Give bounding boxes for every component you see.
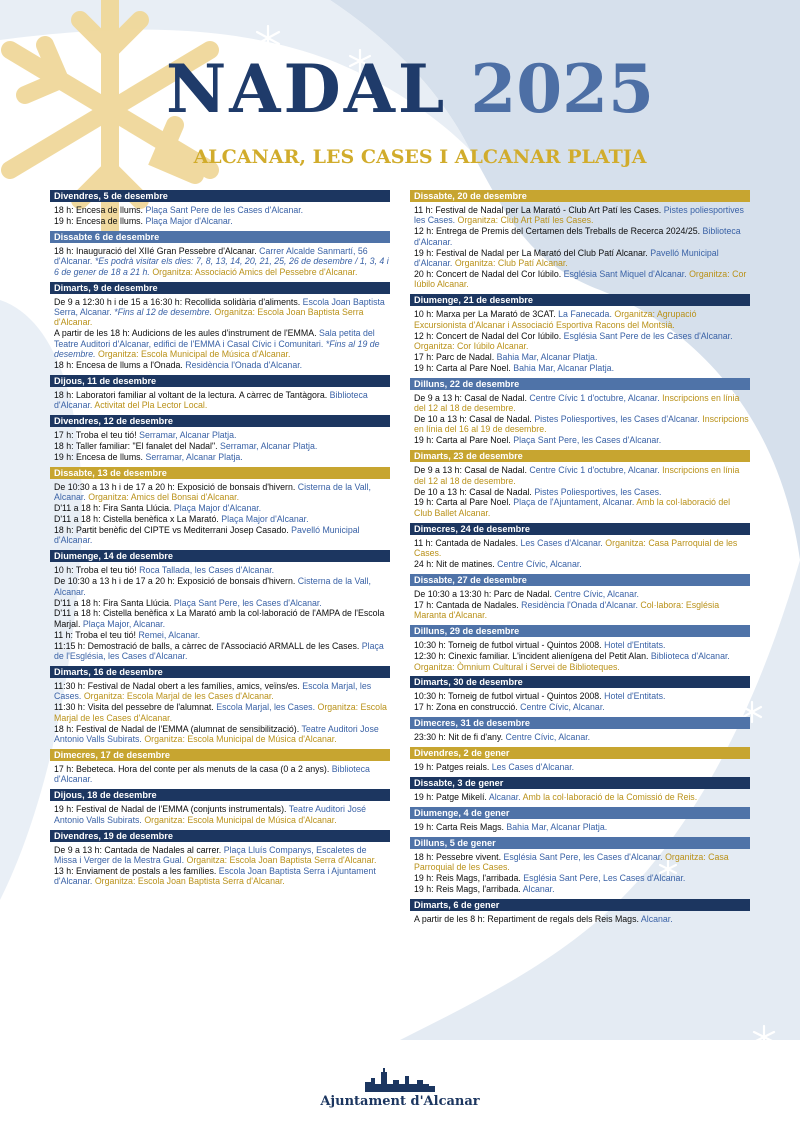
logo-text: Ajuntament d'Alcanar (320, 1094, 480, 1109)
day-block (50, 666, 390, 746)
day-block (50, 749, 390, 786)
event-item (54, 525, 390, 546)
event-time-title: 18 h: Inauguració del XIIé Gran Pessebre d'Alcanar. (54, 245, 257, 256)
day-header: Divendres, 5 de desembre (50, 190, 390, 202)
event-item (414, 792, 750, 802)
event-venue: Plaça Major d'Alcanar. (173, 503, 262, 514)
event-time-title: 19 h: Reis Mags, l'arribada. (414, 873, 521, 884)
event-item (54, 328, 390, 359)
event-list (410, 789, 750, 804)
day-block (410, 717, 750, 744)
day-block (410, 294, 750, 374)
event-time-title: D'11 a 18 h: Fira Santa Llúcia. (54, 597, 172, 608)
event-venue: Teatre Auditori Jose Antonio Valls Subirats. (54, 723, 379, 745)
subtitle: ALCANAR, LES CASES I ALCANAR PLATJA (193, 146, 647, 168)
event-venue: Hotel d'Entitats. (604, 640, 666, 651)
event-time-title: 10 h: Marxa per La Marató de 3CAT. (414, 309, 556, 320)
event-time-title: 17 h: Bebeteca. Hora del conte per als menuts de la casa (0 a 2 anys). (54, 763, 330, 774)
event-venue: Alcanar. (640, 913, 673, 924)
day-block (50, 789, 390, 826)
event-item (414, 914, 750, 924)
event-venue: Carrer Alcalde Sanmartí, 56 d'Alcanar. (54, 245, 368, 267)
event-time-title: A partir de les 8 h: Repartiment de regals dels Reis Mags. (414, 913, 639, 924)
event-item (414, 497, 750, 518)
footer-logo (320, 1068, 480, 1109)
event-item (54, 452, 390, 462)
event-venue: Serramar, Alcanar Platja. (145, 452, 243, 462)
day-block (50, 231, 390, 279)
event-time-title: 19 h: Encesa de llums. (54, 452, 143, 462)
day-block (50, 282, 390, 372)
event-venue: Biblioteca d'Alcanar. (54, 763, 370, 785)
event-venue: Cisterna de la Vall, Alcanar. (54, 576, 371, 597)
page-title (150, 52, 670, 126)
event-list (410, 819, 750, 834)
day-block (410, 899, 750, 926)
event-item (54, 503, 390, 513)
event-item (54, 681, 390, 702)
event-item (54, 482, 390, 503)
event-item (54, 246, 390, 277)
day-header: Dijous, 11 de desembre (50, 375, 390, 387)
event-venue: Teatre Auditori José Antonio Valls Subirats. (54, 804, 367, 825)
event-venue: Pistes Poliesportives, les Cases. (534, 486, 662, 497)
event-venue: Serramar, Alcanar Platja. (220, 441, 318, 452)
event-venue: Plaça Sant Pere, les Cases d'Alcanar. (513, 435, 662, 446)
day-header: Dimarts, 9 de desembre (50, 282, 390, 294)
event-organizer: Col·labora: Església Maranta d'Alcanar. (414, 599, 720, 621)
event-venue: Plaça Major d'Alcanar. (145, 215, 233, 226)
event-venue: Església Sant Miquel d'Alcanar. (563, 268, 687, 279)
event-venue: Plaça Sant Pere, les Cases d'Alcanar. (173, 597, 322, 608)
event-time-title: 18 h: Festival de Nadal de l'EMMA (alumnat de sensibilització). (54, 723, 300, 734)
event-note: *Fins al 19 de desembre. (54, 338, 380, 360)
day-block (50, 467, 390, 547)
day-header: Dimarts, 6 de gener (410, 899, 750, 911)
event-venue: Remei, Alcanar. (138, 629, 201, 640)
event-venue: Bahia Mar, Alcanar Platja. (496, 351, 598, 362)
day-block (410, 190, 750, 291)
day-header: Dissabte 6 de desembre (50, 231, 390, 243)
event-time-title: De 9 a 12:30 h i de 15 a 16:30 h: Recollida solidària d'aliments. (54, 296, 301, 307)
day-header: Divendres, 12 de desembre (50, 415, 390, 427)
event-venue: Roca Tallada, les Cases d'Alcanar. (139, 565, 275, 576)
event-item (414, 600, 750, 621)
event-organizer: Organitza: Cor Iúbilo Alcanar. (414, 340, 529, 351)
event-time-title: 10:30 h: Torneig de futbol virtual - Quintos 2008. (414, 691, 602, 702)
event-item (414, 732, 750, 742)
event-time-title: 17 h: Troba el teu tió! (54, 430, 137, 441)
event-item (414, 589, 750, 599)
day-header: Dimarts, 16 de desembre (50, 666, 390, 678)
event-item (54, 360, 390, 370)
event-venue: Plaça Major, Alcanar. (82, 618, 166, 629)
event-time-title: 24 h: Nit de matines. (414, 559, 495, 570)
event-time-title: 11 h: Festival de Nadal per La Marató - Club Art Patí les Cases. (414, 205, 662, 215)
day-header: Dimecres, 31 de desembre (410, 717, 750, 729)
event-note: *Fins al 12 de desembre. (114, 306, 212, 317)
event-time-title: D'11 a 18 h: Fira Santa Llúcia. (54, 503, 172, 514)
day-header: Dissabte, 3 de gener (410, 777, 750, 789)
event-time-title: De 10 a 13 h: Casal de Nadal. (414, 486, 532, 497)
event-time-title: 18 h: Laboratori familiar al voltant de la lectura. A càrrec de Tantàgora. (54, 389, 328, 400)
event-venue: Pistes Poliesportives, les Cases d'Alcanar. (534, 414, 700, 424)
event-time-title: 11:30 h: Visita del pessebre de l'alumnat. (54, 702, 214, 713)
event-time-title: 19 h: Carta al Pare Noel. (414, 362, 511, 373)
event-venue: Plaça de l'Ajuntament, Alcanar. (513, 497, 635, 508)
event-venue: Pistes poliesportives les Cases. (414, 205, 744, 226)
event-venue: Plaça de l'Església, les Cases d'Alcanar. (54, 640, 384, 662)
event-time-title: 11 h: Troba el teu tió! (54, 629, 136, 640)
event-venue: Centre Cívic, Alcanar. (505, 732, 591, 743)
event-list (410, 390, 750, 448)
day-block (410, 676, 750, 714)
event-item (54, 608, 390, 629)
event-time-title: 12 h: Entrega de Premis del Certamen dels Treballs de Recerca 2024/25. (414, 226, 701, 237)
event-note: *Es podrà visitar els dies: 7, 8, 13, 14, 20, 21, 25, 26 de desembre / 1, 3, 4 i 6 de gener de 18 a 21 h. (54, 256, 389, 277)
event-venue: Bahia Mar, Alcanar Platja. (506, 821, 608, 832)
event-item (414, 822, 750, 832)
event-venue: Plaça Major d'Alcanar. (221, 514, 309, 525)
event-venue: Escola Marjal, les Cases. (54, 681, 372, 702)
event-venue: Alcanar. (488, 792, 521, 803)
event-time-title: 19 h: Patges reials. (414, 762, 490, 773)
event-organizer: Inscripcions en línia del 16 al 19 de desembre. (414, 414, 749, 435)
event-list (50, 678, 390, 746)
day-block (410, 837, 750, 896)
event-list (50, 387, 390, 412)
day-header: Dissabte, 13 de desembre (50, 467, 390, 479)
event-venue: Serramar, Alcanar Platja. (139, 430, 237, 441)
event-item (414, 651, 750, 672)
event-item (414, 538, 750, 559)
event-item (414, 248, 750, 269)
event-item (54, 576, 390, 597)
event-organizer: Organitza: Casa Parroquial de les Cases. (414, 537, 738, 559)
day-block (410, 747, 750, 774)
event-venue: Cisterna de la Vall, Alcanar. (54, 481, 371, 503)
event-time-title: 10 h: Troba el teu tió! (54, 565, 137, 576)
event-time-title: De 10 a 13 h: Casal de Nadal. (414, 414, 532, 424)
event-item (414, 435, 750, 445)
event-time-title: 17 h: Parc de Nadal. (414, 351, 495, 362)
event-organizer: Organitza: Escola Joan Baptista Serra d'Alcanar. (54, 306, 364, 328)
event-time-title: 17 h: Cantada de Nadales. (414, 599, 519, 610)
event-time-title: De 9 a 13 h: Casal de Nadal. (414, 465, 527, 476)
event-item (54, 430, 390, 440)
day-block (50, 190, 390, 228)
event-time-title: 19 h: Patge Mikelí. (414, 792, 487, 803)
event-organizer: Amb la col·laboració del Club Ballet Alcanar. (414, 497, 731, 518)
event-item (54, 216, 390, 226)
event-organizer: Organitza: Escola Marjal de les Cases d'Alcanar. (83, 691, 274, 702)
event-organizer: Organitza: Club Patí Alcanar. (454, 258, 568, 269)
event-list (50, 761, 390, 786)
event-venue: Les Cases d'Alcanar. (520, 537, 603, 548)
event-item (54, 297, 390, 328)
event-list (50, 427, 390, 464)
day-block (410, 378, 750, 448)
event-venue: Plaça Lluís Companys, Escaletes de Missa i Verger de la Mestra Gual. (54, 844, 367, 865)
day-block (410, 777, 750, 804)
event-venue: Biblioteca d'Alcanar. (414, 226, 741, 247)
day-block (410, 523, 750, 571)
event-list (50, 243, 390, 279)
event-item (414, 873, 750, 883)
day-header: Diumenge, 14 de desembre (50, 550, 390, 562)
event-organizer: Organitza: Escola Joan Baptista Serra d'Alcanar. (94, 876, 285, 887)
day-block (50, 375, 390, 412)
day-block (410, 574, 750, 622)
event-venue: Escola Joan Baptista Serra, Alcanar. (54, 296, 385, 317)
event-list (410, 911, 750, 926)
event-item (54, 565, 390, 575)
event-item (414, 414, 750, 435)
event-organizer: Organitza: Associació Amics del Pessebre d'Alcanar. (152, 266, 358, 277)
day-header: Dimecres, 24 de desembre (410, 523, 750, 535)
event-venue: Biblioteca d'Alcanar. (650, 651, 730, 662)
day-block (50, 415, 390, 464)
event-item (54, 390, 390, 411)
event-item (54, 724, 390, 745)
event-organizer: Organitza: Escola Municipal de Música d'Alcanar. (144, 734, 337, 745)
event-list (410, 586, 750, 622)
event-item (414, 309, 750, 330)
event-time-title: 19 h: Reis Mags, l'arribada. (414, 884, 521, 895)
day-block (410, 625, 750, 673)
event-time-title: 20 h: Concert de Nadal del Cor Iúbilo. (414, 268, 562, 279)
event-organizer: Organitza: Escola Marjal de les Cases d'Alcanar. (54, 702, 387, 723)
event-organizer: Amb la col·laboració de la Comissió de Reis. (522, 792, 698, 803)
event-item (54, 514, 390, 524)
event-item (54, 630, 390, 640)
event-list (50, 801, 390, 826)
event-time-title: 19 h: Encesa de llums. (54, 215, 143, 226)
event-time-title: 17 h: Zona en construcció. (414, 702, 518, 713)
event-item (54, 845, 390, 866)
day-block (50, 550, 390, 663)
event-item (54, 866, 390, 887)
left-column (50, 190, 390, 891)
town-silhouette-icon (365, 1068, 435, 1092)
event-venue: Centre Cívic, Alcanar. (554, 588, 639, 599)
event-time-title: 18 h: Encesa de llums. (54, 205, 143, 215)
event-venue: Centre Cívic 1 d'octubre, Alcanar. (529, 392, 660, 403)
event-venue: Església Sant Pere de les Cases d'Alcanar. (563, 330, 733, 341)
event-time-title: De 10:30 a 13:30 h: Parc de Nadal. (414, 588, 552, 599)
event-organizer: Organitza: Cor Iúbilo Alcanar. (414, 268, 747, 290)
event-venue: Hotel d'Entitats. (604, 691, 666, 702)
event-list (50, 202, 390, 228)
event-organizer: Organitza: Escola Joan Baptista Serra d'Alcanar. (186, 854, 377, 865)
event-list (410, 759, 750, 774)
event-time-title: D'11 a 18 h: Cistella benèfica x La Marató. (54, 514, 219, 525)
event-item (414, 226, 750, 247)
event-time-title: De 9 a 13 h: Casal de Nadal. (414, 392, 527, 403)
event-item (414, 487, 750, 497)
day-block (410, 807, 750, 834)
event-time-title: De 10:30 a 13 h i de 17 a 20 h: Exposició de bonsais d'hivern. (54, 576, 296, 587)
event-time-title: 23:30 h: Nit de fi d'any. (414, 732, 504, 743)
event-list (410, 688, 750, 714)
day-block (50, 830, 390, 889)
event-item (54, 804, 390, 825)
event-venue: Les Cases d'Alcanar. (491, 762, 575, 773)
event-list (410, 462, 750, 520)
event-organizer: Organitza: Club Art Patí les Cases. (457, 215, 594, 226)
event-item (54, 441, 390, 451)
day-header: Dimarts, 23 de desembre (410, 450, 750, 462)
event-venue: Centre Cívic 1 d'octubre, Alcanar. (529, 465, 660, 476)
event-item (414, 465, 750, 486)
event-organizer: Organitza: Òmnium Cultural i Servei de Biblioteques. (414, 661, 620, 672)
event-time-title: 19 h: Carta Reis Mags. (414, 821, 504, 832)
event-item (414, 702, 750, 712)
day-header: Divendres, 19 de desembre (50, 830, 390, 842)
event-venue: Pavelló Municipal d'Alcanar. (54, 525, 360, 546)
event-item (414, 691, 750, 701)
day-header: Dissabte, 20 de desembre (410, 190, 750, 202)
event-venue: Escola Marjal, les Cases. (216, 702, 316, 713)
event-list (410, 729, 750, 744)
event-venue: Centre Cívic, Alcanar. (497, 559, 582, 570)
event-venue: Residència l'Onada d'Alcanar. (521, 599, 638, 610)
event-item (414, 331, 750, 352)
title-word-2: 2025 (470, 50, 655, 128)
event-time-title: 11:15 h: Demostració de balls, a càrrec de l'Associació ARMALL de les Cases. (54, 640, 360, 651)
event-venue: Escola Joan Baptista Serra i Ajuntament d'Alcanar. (54, 865, 376, 887)
day-header: Dissabte, 27 de desembre (410, 574, 750, 586)
day-header: Dijous, 18 de desembre (50, 789, 390, 801)
event-time-title: De 9 a 13 h: Cantada de Nadales al carrer. (54, 844, 222, 855)
day-header: Dilluns, 5 de gener (410, 837, 750, 849)
event-time-title: 18 h: Taller familiar: "El fanalet del Nadal". (54, 441, 218, 452)
right-column (410, 190, 750, 929)
event-item (414, 269, 750, 290)
day-header: Diumenge, 4 de gener (410, 807, 750, 819)
event-venue: Centre Cívic, Alcanar. (520, 702, 605, 713)
event-list (50, 562, 390, 663)
event-venue: Bahia Mar, Alcanar Platja. (513, 362, 615, 373)
event-organizer: Organitza: Escola Municipal de Música d'Alcanar. (144, 814, 337, 825)
event-item (54, 764, 390, 785)
event-item (414, 640, 750, 650)
event-item (414, 559, 750, 569)
event-time-title: 19 h: Carta al Pare Noel. (414, 497, 511, 508)
event-venue: Església Sant Pere, Les Cases d'Alcanar. (523, 873, 686, 884)
event-item (54, 598, 390, 608)
title-word-1: NADAL (165, 50, 448, 128)
event-item (414, 852, 750, 873)
event-organizer: Inscripcions en línia del 12 al 18 de desembre. (414, 465, 740, 486)
event-organizer: Organitza: Escola Municipal de Música d'Alcanar. (98, 349, 291, 360)
event-venue: Església Sant Pere, les Cases d'Alcanar. (503, 851, 663, 862)
event-time-title: 18 h: Encesa de llums a l'Onada. (54, 359, 183, 370)
event-list (50, 294, 390, 372)
day-header: Dilluns, 22 de desembre (410, 378, 750, 390)
event-time-title: A partir de les 18 h: Audicions de les aules d'instrument de l'EMMA. (54, 328, 317, 339)
event-item (414, 352, 750, 362)
event-time-title: De 10:30 a 13 h i de 17 a 20 h: Exposició de bonsais d'hivern. (54, 481, 296, 492)
event-item (414, 363, 750, 373)
event-time-title: 18 h: Partit benèfic del CIPTE vs Mediterrani Josep Casado. (54, 525, 289, 536)
day-header: Diumenge, 21 de desembre (410, 294, 750, 306)
event-venue: Residència l'Onada d'Alcanar. (185, 359, 303, 370)
event-venue: Sala petita del Teatre Auditori d'Alcanar, edifici de l'EMMA i Casal Cívic i Comunitari. (54, 328, 375, 349)
event-list (410, 637, 750, 673)
day-block (410, 450, 750, 520)
event-time-title: 19 h: Festival de Nadal de l'EMMA (conjunts instrumentals). (54, 804, 287, 815)
event-time-title: 13 h: Enviament de postals a les famílies. (54, 865, 217, 876)
event-organizer: Inscripcions en línia del 12 al 18 de desembre. (414, 392, 740, 414)
event-list (50, 842, 390, 889)
event-list (410, 202, 750, 291)
event-time-title: 18 h: Pessebre vivent. (414, 851, 502, 862)
event-organizer: Organitza: Casa Parroquial de les Cases. (414, 851, 729, 873)
event-venue: Plaça Sant Pere de les Cases d'Alcanar. (145, 205, 304, 215)
event-item (414, 884, 750, 894)
event-venue: La Fanecada. (558, 309, 612, 320)
day-header: Dimarts, 30 de desembre (410, 676, 750, 688)
event-item (414, 205, 750, 226)
day-header: Dimecres, 17 de desembre (50, 749, 390, 761)
event-organizer: Activitat del Pla Lector Local. (94, 400, 208, 411)
day-header: Divendres, 2 de gener (410, 747, 750, 759)
event-venue: Alcanar. (522, 884, 555, 895)
event-time-title: D'11 a 18 h: Cistella benèfica x La Marató amb la col·laboració de l'AMPA de l'Escola Marjal. (54, 608, 385, 629)
event-time-title: 19 h: Carta al Pare Noel. (414, 435, 511, 446)
event-time-title: 12 h: Concert de Nadal del Cor Iúbilo. (414, 330, 562, 341)
event-organizer: Organitza: Amics del Bonsai d'Alcanar. (88, 492, 240, 503)
event-item (54, 205, 390, 215)
event-time-title: 11 h: Cantada de Nadales. (414, 537, 519, 548)
event-item (54, 702, 390, 723)
event-item (414, 393, 750, 414)
event-time-title: 11:30 h: Festival de Nadal obert a les famílies, amics, veïns/es. (54, 681, 300, 691)
event-item (414, 762, 750, 772)
day-header: Dilluns, 29 de desembre (410, 625, 750, 637)
event-venue: Pavelló Municipal d'Alcanar. (414, 247, 719, 269)
event-list (50, 479, 390, 547)
event-time-title: 10:30 h: Torneig de futbol virtual - Quintos 2008. (414, 640, 602, 651)
event-item (54, 641, 390, 662)
event-time-title: 12:30 h: Cinexic familiar. L'incident alienígena del Petit Alan. (414, 651, 649, 662)
event-list (410, 849, 750, 896)
event-time-title: 19 h: Festival de Nadal per La Marató del Club Patí Alcanar. (414, 247, 648, 258)
event-venue: Biblioteca d'Alcanar. (54, 389, 368, 411)
event-organizer: Organitza: Agrupació Excursionista d'Alcanar i Associació Esportiva Racons del Montsià. (414, 309, 697, 330)
event-list (410, 306, 750, 374)
event-list (410, 535, 750, 571)
